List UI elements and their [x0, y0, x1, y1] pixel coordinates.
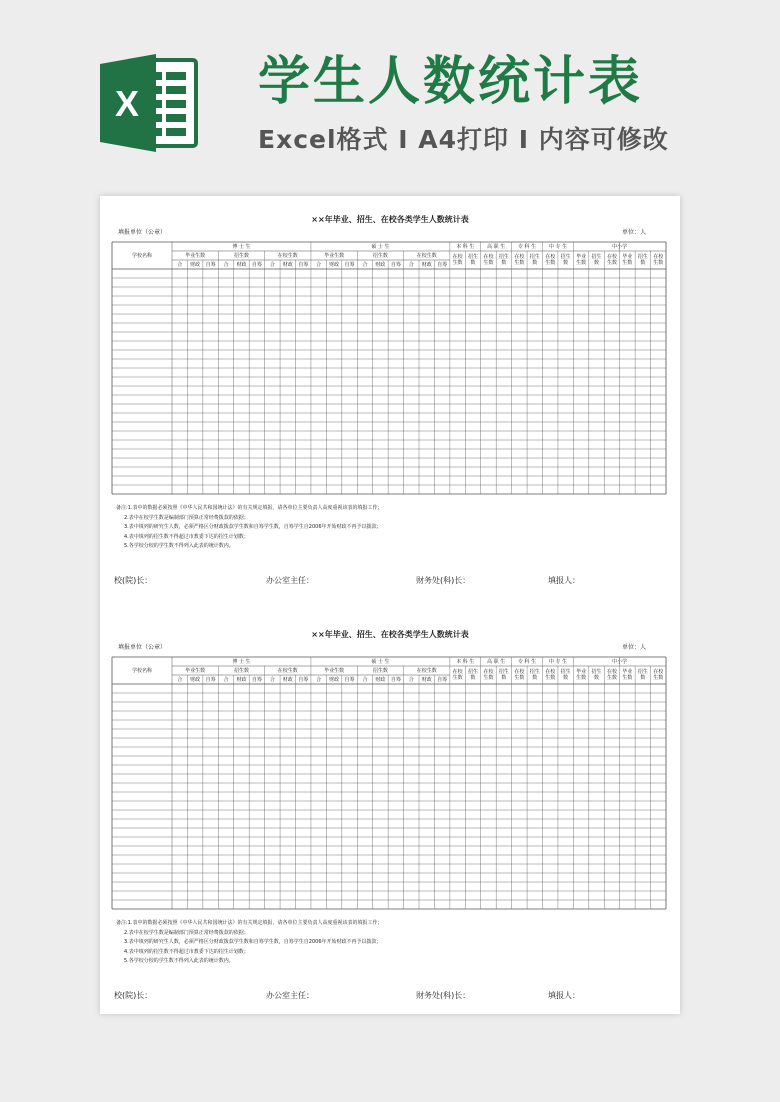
- leaf-header: 合: [408, 676, 414, 683]
- sub-group-header: 招生数: [233, 667, 249, 674]
- group-header: 高 职 生: [487, 243, 506, 250]
- column-header: 在校生数: [483, 254, 494, 266]
- spreadsheet-preview: [100, 196, 680, 1014]
- leaf-header: 自筹: [437, 676, 448, 683]
- leaf-header: 自筹: [298, 261, 309, 268]
- column-header: 在校生数: [483, 669, 494, 681]
- signature-field: 校(院)长：: [114, 991, 153, 1000]
- column-header: 在校生数: [514, 669, 525, 681]
- signature-field: 办公室主任：: [266, 991, 314, 1000]
- remark-line: 3.表中填列的研究生人数，必须严格区分财政拨款学生数和自筹学生数，自筹学生自2006年开始财政不再予以拨款；: [124, 939, 382, 945]
- column-header: 招生数: [591, 669, 602, 681]
- leaf-header: 合: [177, 676, 183, 683]
- leaf-header: 自筹: [390, 261, 401, 268]
- remark-line: 5.各学校分校的学生数不得列入此表的统计数内。: [124, 958, 234, 964]
- sub-group-header: 招生数: [372, 252, 388, 259]
- signature-field: 填报人：: [548, 991, 580, 1000]
- remark-line: 3.表中填列的研究生人数，必须严格区分财政拨款学生数和自筹学生数，自筹学生自2006年开始财政不再予以拨款；: [124, 524, 382, 530]
- signature-field: 办公室主任：: [266, 576, 314, 585]
- group-header: 中 专 生: [548, 658, 568, 665]
- column-header: 在校生数: [452, 254, 463, 266]
- leaf-header: 自筹: [251, 676, 262, 683]
- remark-line: 5.各学校分校的学生数不得列入此表的统计数内。: [124, 543, 234, 549]
- logo-letter: X: [114, 83, 140, 124]
- leaf-header: 合: [223, 261, 229, 268]
- sheet-title: ××年毕业、招生、在校各类学生人数统计表: [311, 630, 469, 639]
- leaf-header: 财政: [375, 676, 386, 683]
- group-header: 硕 士 生: [371, 658, 390, 665]
- leaf-header: 自筹: [205, 261, 216, 268]
- column-header: 在校生数: [606, 669, 617, 681]
- leaf-header: 财政: [190, 261, 201, 268]
- column-header: 毕业生数: [576, 669, 587, 681]
- sub-group-header: 毕业生数: [324, 252, 345, 259]
- column-header: 在校生数: [606, 254, 617, 266]
- column-header: 毕业生数: [576, 254, 587, 266]
- group-header: 中小学: [612, 243, 628, 250]
- group-header: 专 科 生: [517, 243, 537, 250]
- leaf-header: 合: [362, 676, 368, 683]
- leaf-header: 自筹: [298, 676, 309, 683]
- reporting-unit-label: 填报单位（公章）: [118, 644, 167, 651]
- school-name-header: 学校名称: [131, 252, 152, 259]
- leaf-header: 合: [408, 261, 414, 268]
- leaf-header: 财政: [282, 261, 293, 268]
- column-header: 招生数: [560, 669, 571, 681]
- remarks: [116, 919, 382, 967]
- sub-group-header: 招生数: [372, 667, 388, 674]
- group-header: 中小学: [612, 658, 628, 665]
- leaf-header: 自筹: [390, 676, 401, 683]
- sub-group-header: 毕业生数: [185, 252, 206, 259]
- school-name-header: 学校名称: [131, 667, 152, 674]
- sub-group-header: 招生数: [233, 252, 249, 259]
- leaf-header: 合: [362, 261, 368, 268]
- group-header: 硕 士 生: [371, 243, 390, 250]
- leaf-header: 合: [269, 676, 275, 683]
- group-header: 博 士 生: [232, 658, 251, 665]
- column-header: 招生数: [637, 254, 648, 266]
- leaf-header: 财政: [236, 676, 247, 683]
- column-header: 招生数: [468, 669, 479, 681]
- signature-field: 财务处(科)长：: [416, 576, 471, 585]
- remark-line: 2.表中在校学生数是编制部门预算正常经费拨款的依据；: [124, 514, 249, 521]
- leaf-header: 自筹: [344, 676, 355, 683]
- leaf-header: 自筹: [437, 261, 448, 268]
- remark-line: 4.表中填列的招生数不得超过市教委下达的招生计划数；: [124, 533, 249, 540]
- sub-group-header: 毕业生数: [324, 667, 345, 674]
- remarks: [116, 504, 382, 552]
- column-header: 招生数: [498, 669, 509, 681]
- column-header: 在校生数: [653, 669, 664, 681]
- sub-group-header: 在校生数: [416, 252, 437, 259]
- column-header: 招生数: [637, 669, 648, 681]
- remark-line: 备注:1.表中的数据必须按照《中华人民共和国统计法》的有关规定填报，请各单位主要负责人高度重视该表的填报工作；: [116, 505, 383, 511]
- remark-line: 2.表中在校学生数是编制部门预算正常经费拨款的依据；: [124, 929, 249, 936]
- column-header: 招生数: [529, 669, 540, 681]
- group-header: 高 职 生: [487, 658, 506, 665]
- column-header: 在校生数: [452, 669, 463, 681]
- column-header: 在校生数: [545, 254, 556, 266]
- sub-group-header: 毕业生数: [185, 667, 206, 674]
- column-header: 招生数: [560, 254, 571, 266]
- leaf-header: 财政: [282, 676, 293, 683]
- column-header: 在校生数: [514, 254, 525, 266]
- column-header: 招生数: [591, 254, 602, 266]
- sub-group-header: 在校生数: [277, 252, 298, 259]
- table-section-2: [100, 629, 680, 1019]
- leaf-header: 合: [316, 261, 322, 268]
- column-header: 招生数: [498, 254, 509, 266]
- group-header: 中 专 生: [548, 243, 568, 250]
- leaf-header: 自筹: [251, 261, 262, 268]
- page-subtitle: Excel格式 I A4打印 I 内容可修改: [258, 125, 669, 154]
- remark-line: 备注:1.表中的数据必须按照《中华人民共和国统计法》的有关规定填报，请各单位主要负责人高度重视该表的填报工作；: [116, 920, 383, 926]
- leaf-header: 财政: [375, 261, 386, 268]
- sheet-title: ××年毕业、招生、在校各类学生人数统计表: [311, 215, 469, 224]
- signature-field: 财务处(科)长：: [416, 991, 471, 1000]
- remark-line: 4.表中填列的招生数不得超过市教委下达的招生计划数；: [124, 948, 249, 955]
- column-header: 毕业生数: [622, 254, 633, 266]
- unit-label: 单位：人: [622, 644, 647, 651]
- leaf-header: 自筹: [344, 261, 355, 268]
- leaf-header: 合: [316, 676, 322, 683]
- column-header: 在校生数: [545, 669, 556, 681]
- signature-field: 校(院)长：: [114, 576, 153, 585]
- column-header: 招生数: [468, 254, 479, 266]
- leaf-header: 自筹: [205, 676, 216, 683]
- signature-field: 填报人：: [548, 576, 580, 585]
- reporting-unit-label: 填报单位（公章）: [118, 229, 167, 236]
- leaf-header: 财政: [421, 676, 432, 683]
- group-header: 本 科 生: [456, 243, 475, 250]
- column-header: 毕业生数: [622, 669, 633, 681]
- sub-group-header: 在校生数: [277, 667, 298, 674]
- leaf-header: 合: [223, 676, 229, 683]
- leaf-header: 财政: [329, 676, 340, 683]
- group-header: 专 科 生: [517, 658, 537, 665]
- column-header: 在校生数: [653, 254, 664, 266]
- leaf-header: 合: [269, 261, 275, 268]
- leaf-header: 财政: [190, 676, 201, 683]
- column-header: 招生数: [529, 254, 540, 266]
- unit-label: 单位：人: [622, 229, 647, 236]
- page-title: 学生人数统计表: [258, 52, 644, 112]
- table-section-1: [100, 214, 680, 604]
- sub-group-header: 在校生数: [416, 667, 437, 674]
- group-header: 本 科 生: [456, 658, 475, 665]
- excel-logo-icon: [100, 54, 200, 152]
- leaf-header: 财政: [421, 261, 432, 268]
- leaf-header: 财政: [329, 261, 340, 268]
- leaf-header: 合: [177, 261, 183, 268]
- group-header: 博 士 生: [232, 243, 251, 250]
- leaf-header: 财政: [236, 261, 247, 268]
